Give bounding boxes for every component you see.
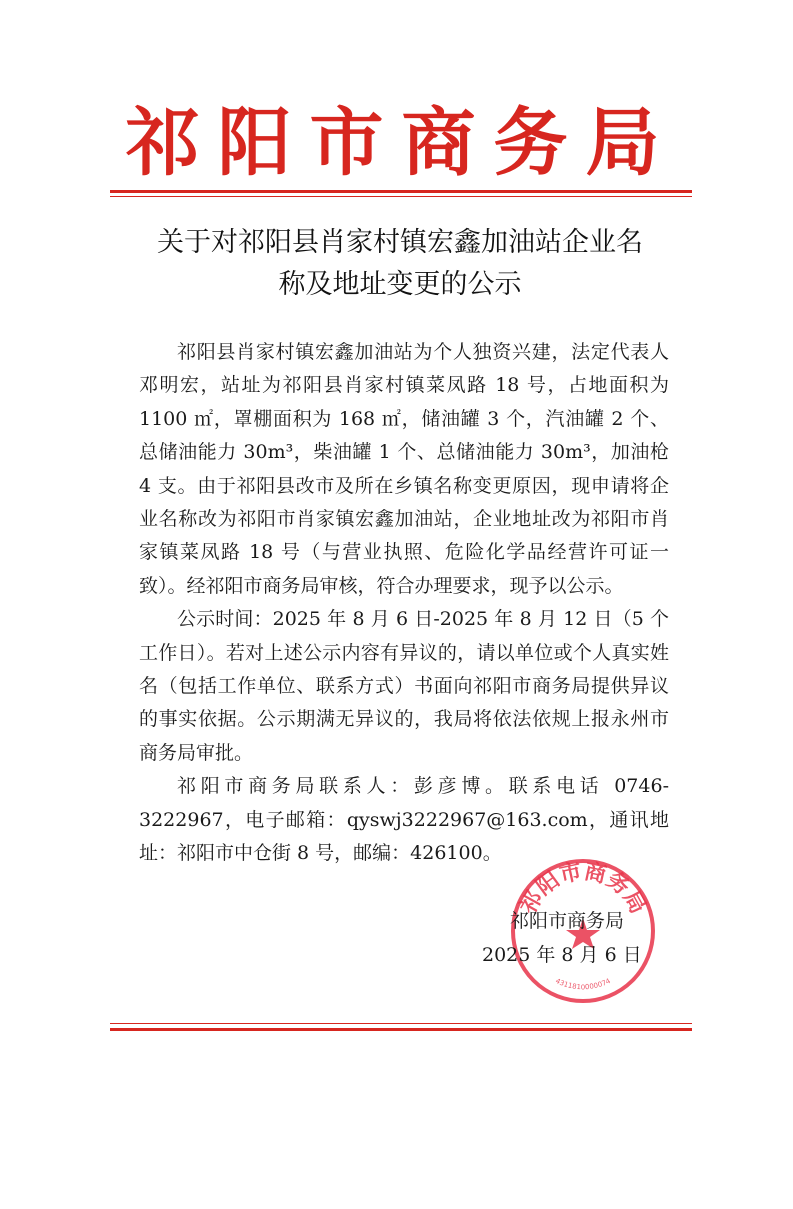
footer-rule-thick	[110, 1028, 692, 1031]
document-title	[100, 222, 700, 306]
body-paragraph-3: 祁阳市商务局联系人：彭彦博。联系电话 0746-3222967，电子邮箱：qyswj3222967@163.com，通讯地址：祁阳市中仓街 8 号，邮编：426100。	[139, 775, 669, 865]
body-paragraph-2: 公示时间：2025 年 8 月 6 日-2025 年 8 月 12 日（5 个工作日）。若对上述公示内容有异议的，请以单位或个人真实姓名（包括工作单位、联系方式）书面向祁阳市商务局提供异议的事实依据。公示期满无异议的，我局将依法依规上报永州市商务局审批。	[139, 608, 669, 764]
document-body	[139, 336, 669, 871]
svg-text:4311810000074	[554, 977, 612, 992]
footer-rule-thin	[110, 1023, 692, 1024]
document-title-line-2: 称及地址变更的公示	[278, 269, 522, 300]
document-title-line-1: 关于对祁阳县肖家村镇宏鑫加油站企业名	[157, 227, 643, 258]
masthead-rule-thick	[110, 190, 692, 193]
masthead-rule-thin	[110, 196, 692, 197]
seal-code: 4311810000074	[554, 976, 612, 992]
signature-org: 祁阳市商务局	[510, 910, 625, 932]
body-paragraph-1: 祁阳县肖家村镇宏鑫加油站为个人独资兴建，法定代表人邓明宏，站址为祁阳县肖家村镇菜凤路 18 号，占地面积为 1100 ㎡，罩棚面积为 168 ㎡，储油罐 3 个，汽油罐 2 个、总储油能力 30m³，柴油罐 1 个、总储油能力 30m³，加油枪 4 支。由于祁阳县改市及所在乡镇名称变更原因，现申请将企业名称改为祁阳市肖家镇宏鑫加油站，企业地址改为祁阳市肖家镇菜凤路 18 号（与营业执照、危险化学品经营许可证一致）。经祁阳市商务局审核，符合办理要求，现予以公示。	[139, 341, 669, 597]
masthead-org-name: 祁阳市商务局	[125, 100, 678, 186]
seal-text: 祁阳市商务局	[514, 858, 652, 919]
signature-date: 2025 年 8 月 6 日	[482, 944, 642, 966]
